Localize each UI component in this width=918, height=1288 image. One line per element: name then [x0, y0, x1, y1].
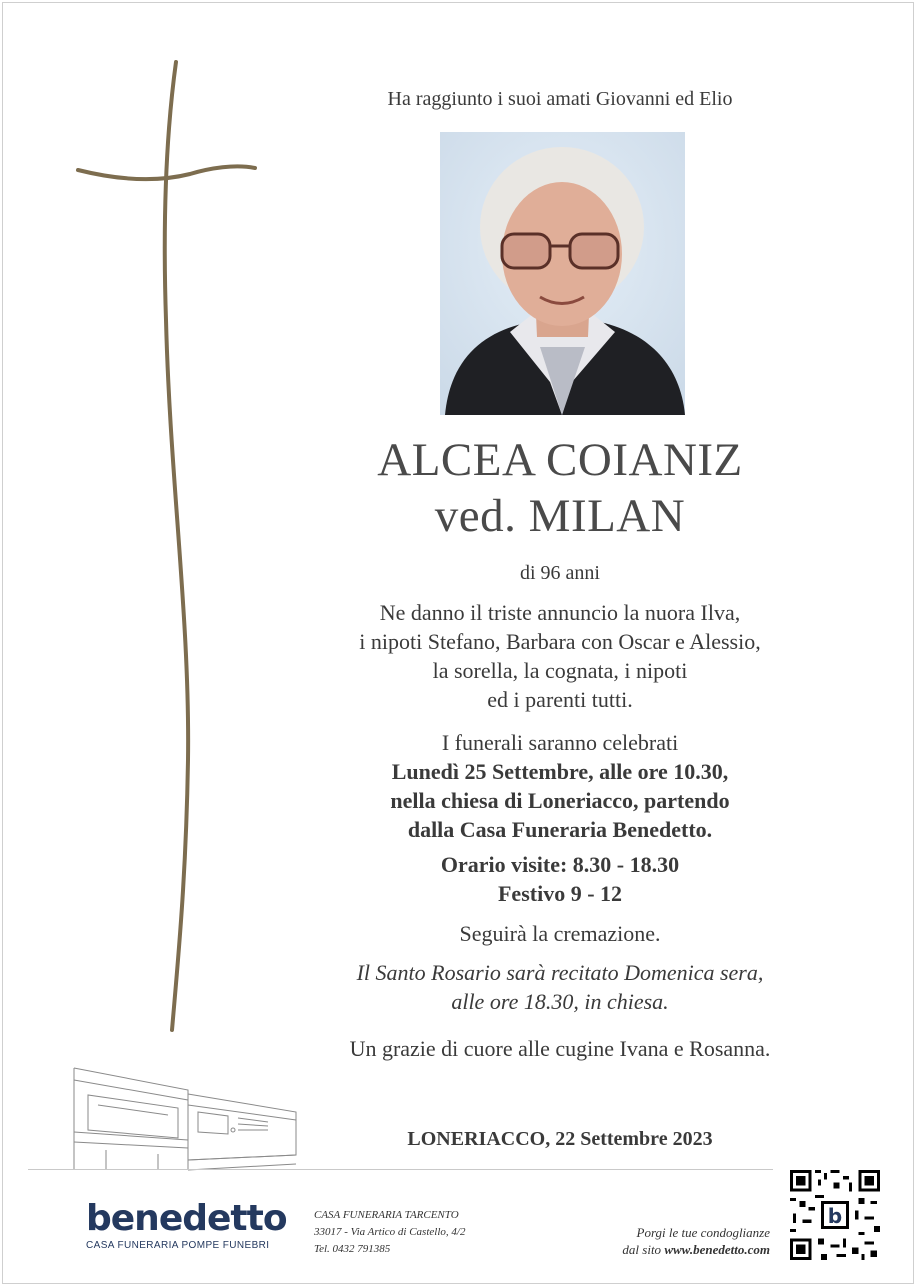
address-line: 33017 - Via Artico di Castello, 4/2 [314, 1226, 466, 1238]
place-date: LONERIACCO, 22 Settembre 2023 [407, 1128, 713, 1150]
deceased-name [310, 432, 810, 544]
portrait-photo [440, 132, 685, 415]
funeral-intro: I funerali saranno celebrati [441, 730, 679, 755]
thanks-text: Un grazie di cuore alle cugine Ivana e Rosanna. [349, 1036, 771, 1061]
svg-text:b: b [827, 1203, 843, 1228]
name-line-1: ALCEA COIANIZ [377, 434, 743, 486]
funeral-info [310, 728, 810, 844]
announcement-line: la sorella, la cognata, i nipoti [432, 658, 688, 683]
website-link[interactable]: www.benedetto.com [664, 1242, 770, 1257]
cross-icon [70, 60, 270, 1040]
funeral-detail: Lunedì 25 Settembre, alle ore 10.30, [391, 759, 729, 784]
funeral-detail: dalla Casa Funeraria Benedetto. [407, 817, 713, 842]
intro-text: Ha raggiunto i suoi amati Giovanni ed Elio [387, 88, 733, 110]
cremation-text: Seguirà la cremazione. [459, 921, 661, 946]
address-line: CASA FUNERARIA TARCENTO [314, 1209, 459, 1221]
name-line-2: ved. MILAN [434, 490, 686, 542]
footer-divider [28, 1169, 773, 1170]
visiting-hours [310, 850, 810, 908]
announcement [310, 598, 810, 714]
rosary-info [310, 958, 810, 1016]
funeral-detail: nella chiesa di Loneriacco, partendo [390, 788, 730, 813]
qr-code-icon[interactable] [790, 1170, 880, 1260]
benedetto-logo [86, 1198, 287, 1251]
condolences-line: Porgi le tue condoglianze [636, 1225, 770, 1240]
announcement-line: ed i parenti tutti. [487, 687, 633, 712]
building-illustration [28, 1060, 328, 1175]
condolences-line: dal sito www.benedetto.com [622, 1242, 770, 1257]
announcement-line: i nipoti Stefano, Barbara con Oscar e Alessio, [359, 629, 761, 654]
visiting-hours-holiday: Festivo 9 - 12 [497, 881, 623, 906]
logo-subtitle: CASA FUNERARIA POMPE FUNEBRI [86, 1240, 270, 1251]
rosary-line: Il Santo Rosario sarà recitato Domenica sera, [356, 960, 764, 985]
announcement-line: Ne danno il triste annuncio la nuora Ilva, [379, 600, 741, 625]
age-text: di 96 anni [520, 562, 600, 584]
rosary-line: alle ore 18.30, in chiesa. [451, 989, 669, 1014]
logo-wordmark: benedetto [86, 1198, 287, 1239]
visiting-hours-weekday: Orario visite: 8.30 - 18.30 [440, 852, 680, 877]
funeral-home-address [314, 1207, 465, 1258]
address-line: Tel. 0432 791385 [314, 1243, 391, 1255]
condolences-text [560, 1224, 770, 1258]
